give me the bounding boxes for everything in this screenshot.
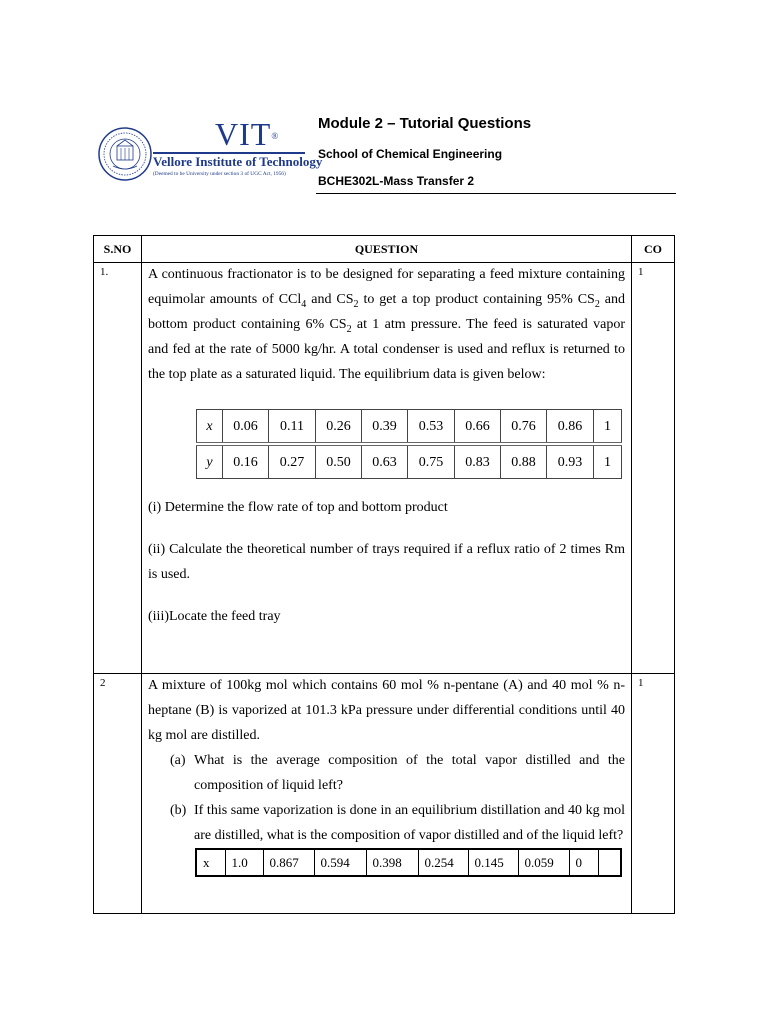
header-question: QUESTION <box>142 236 632 263</box>
vle-x-cell: 0 <box>569 849 598 876</box>
document-title: Module 2 – Tutorial Questions <box>318 115 532 132</box>
eq-x-cell: 0.06 <box>223 410 269 445</box>
eq-x-cell: 0.53 <box>408 410 455 445</box>
question-number: 2 <box>94 674 142 914</box>
eq-x-cell: 0.86 <box>547 410 594 445</box>
eq-x-cell: 0.11 <box>269 410 316 445</box>
vle-x-cell: 0.594 <box>314 849 366 876</box>
eq-y-cell: 0.50 <box>316 444 362 479</box>
question-subpart <box>170 798 625 848</box>
vle-x-cell: 0.398 <box>366 849 418 876</box>
header-divider <box>316 193 676 194</box>
university-seal-icon <box>97 126 153 182</box>
question-number: 1. <box>94 263 142 674</box>
table-row <box>94 674 675 914</box>
eq-x-cell: 0.39 <box>362 410 408 445</box>
vit-logo <box>97 116 323 186</box>
table-row <box>94 263 675 674</box>
eq-y-cell: 0.63 <box>362 444 408 479</box>
logo-wordmark: VIT® <box>215 116 280 152</box>
question-body <box>142 263 632 674</box>
vapor-liquid-data-table <box>195 848 622 877</box>
table-header-row <box>94 236 675 263</box>
question-subpart <box>170 748 625 798</box>
vle-x-cell: 0.145 <box>468 849 518 876</box>
eq-y-label: y <box>197 444 223 479</box>
course-outcome: 1 <box>632 674 675 914</box>
eq-x-label: x <box>197 410 223 445</box>
eq-x-row <box>197 410 622 445</box>
eq-y-cell: 0.93 <box>547 444 594 479</box>
logo-institution-name: Vellore Institute of Technology <box>153 154 323 169</box>
subpart-text: What is the average composition of the total vapor distilled and the composition of liquid left? <box>194 753 625 793</box>
header-sno: S.NO <box>94 236 142 263</box>
vle-x-cell: 1.0 <box>225 849 263 876</box>
vle-x-cell: 0.059 <box>518 849 569 876</box>
eq-y-cell: 0.16 <box>223 444 269 479</box>
question-part: (iii)Locate the feed tray <box>148 609 281 624</box>
tutorial-questions-table <box>93 235 675 914</box>
header-co: CO <box>632 236 675 263</box>
vle-x-row <box>196 849 621 876</box>
eq-y-cell: 0.75 <box>408 444 455 479</box>
question-body <box>142 674 632 914</box>
eq-x-cell: 0.26 <box>316 410 362 445</box>
vle-x-label: x <box>196 849 225 876</box>
subpart-label: (a) <box>170 753 186 768</box>
question-intro: A continuous fractionator is to be designed for separating a feed mixture containing equimolar amounts of CCl$_4$ and $CS_2$ to get a top product containing 95% $CS_2$ and bottom product containing 6% $CS_2$ at 1 atm pressure. The feed is saturated vapor and fed at the rate of 5000 kg/hr. A total condenser is used and reflux is returned to the top plate as a saturated liquid. The equilibrium data is given below: <box>148 267 626 382</box>
vle-x-cell: 0.254 <box>418 849 468 876</box>
eq-x-cell: 1 <box>594 410 622 445</box>
vle-x-cell <box>598 849 621 876</box>
subpart-text: If this same vaporization is done in an equilibrium distillation and 40 kg mol are distilled, what is the composition of vapor distilled and of the liquid left? <box>194 803 625 843</box>
eq-y-cell: 0.83 <box>455 444 501 479</box>
eq-y-row <box>197 444 622 479</box>
logo-deemed-note: (Deemed to be University under section 3 of UGC Act, 1956) <box>153 171 286 177</box>
subpart-label: (b) <box>170 803 187 818</box>
question-part: (i) Determine the flow rate of top and bottom product <box>148 500 448 515</box>
question-intro: A mixture of 100kg mol which contains 60 mol % n-pentane (A) and 40 mol % n-heptane (B) is vaporized at 101.3 kPa pressure under differential conditions until 40 kg mol are distilled. <box>148 678 625 743</box>
eq-x-cell: 0.66 <box>455 410 501 445</box>
equilibrium-data-table <box>196 409 622 479</box>
school-name: School of Chemical Engineering <box>318 147 503 161</box>
question-part: (ii) Calculate the theoretical number of trays required if a reflux ratio of 2 times Rm is used. <box>148 542 625 582</box>
course-name: BCHE302L-Mass Transfer 2 <box>318 174 475 188</box>
course-outcome: 1 <box>632 263 675 674</box>
eq-y-cell: 0.88 <box>501 444 547 479</box>
eq-x-cell: 0.76 <box>501 410 547 445</box>
eq-y-cell: 1 <box>594 444 622 479</box>
eq-y-cell: 0.27 <box>269 444 316 479</box>
vle-x-cell: 0.867 <box>263 849 314 876</box>
